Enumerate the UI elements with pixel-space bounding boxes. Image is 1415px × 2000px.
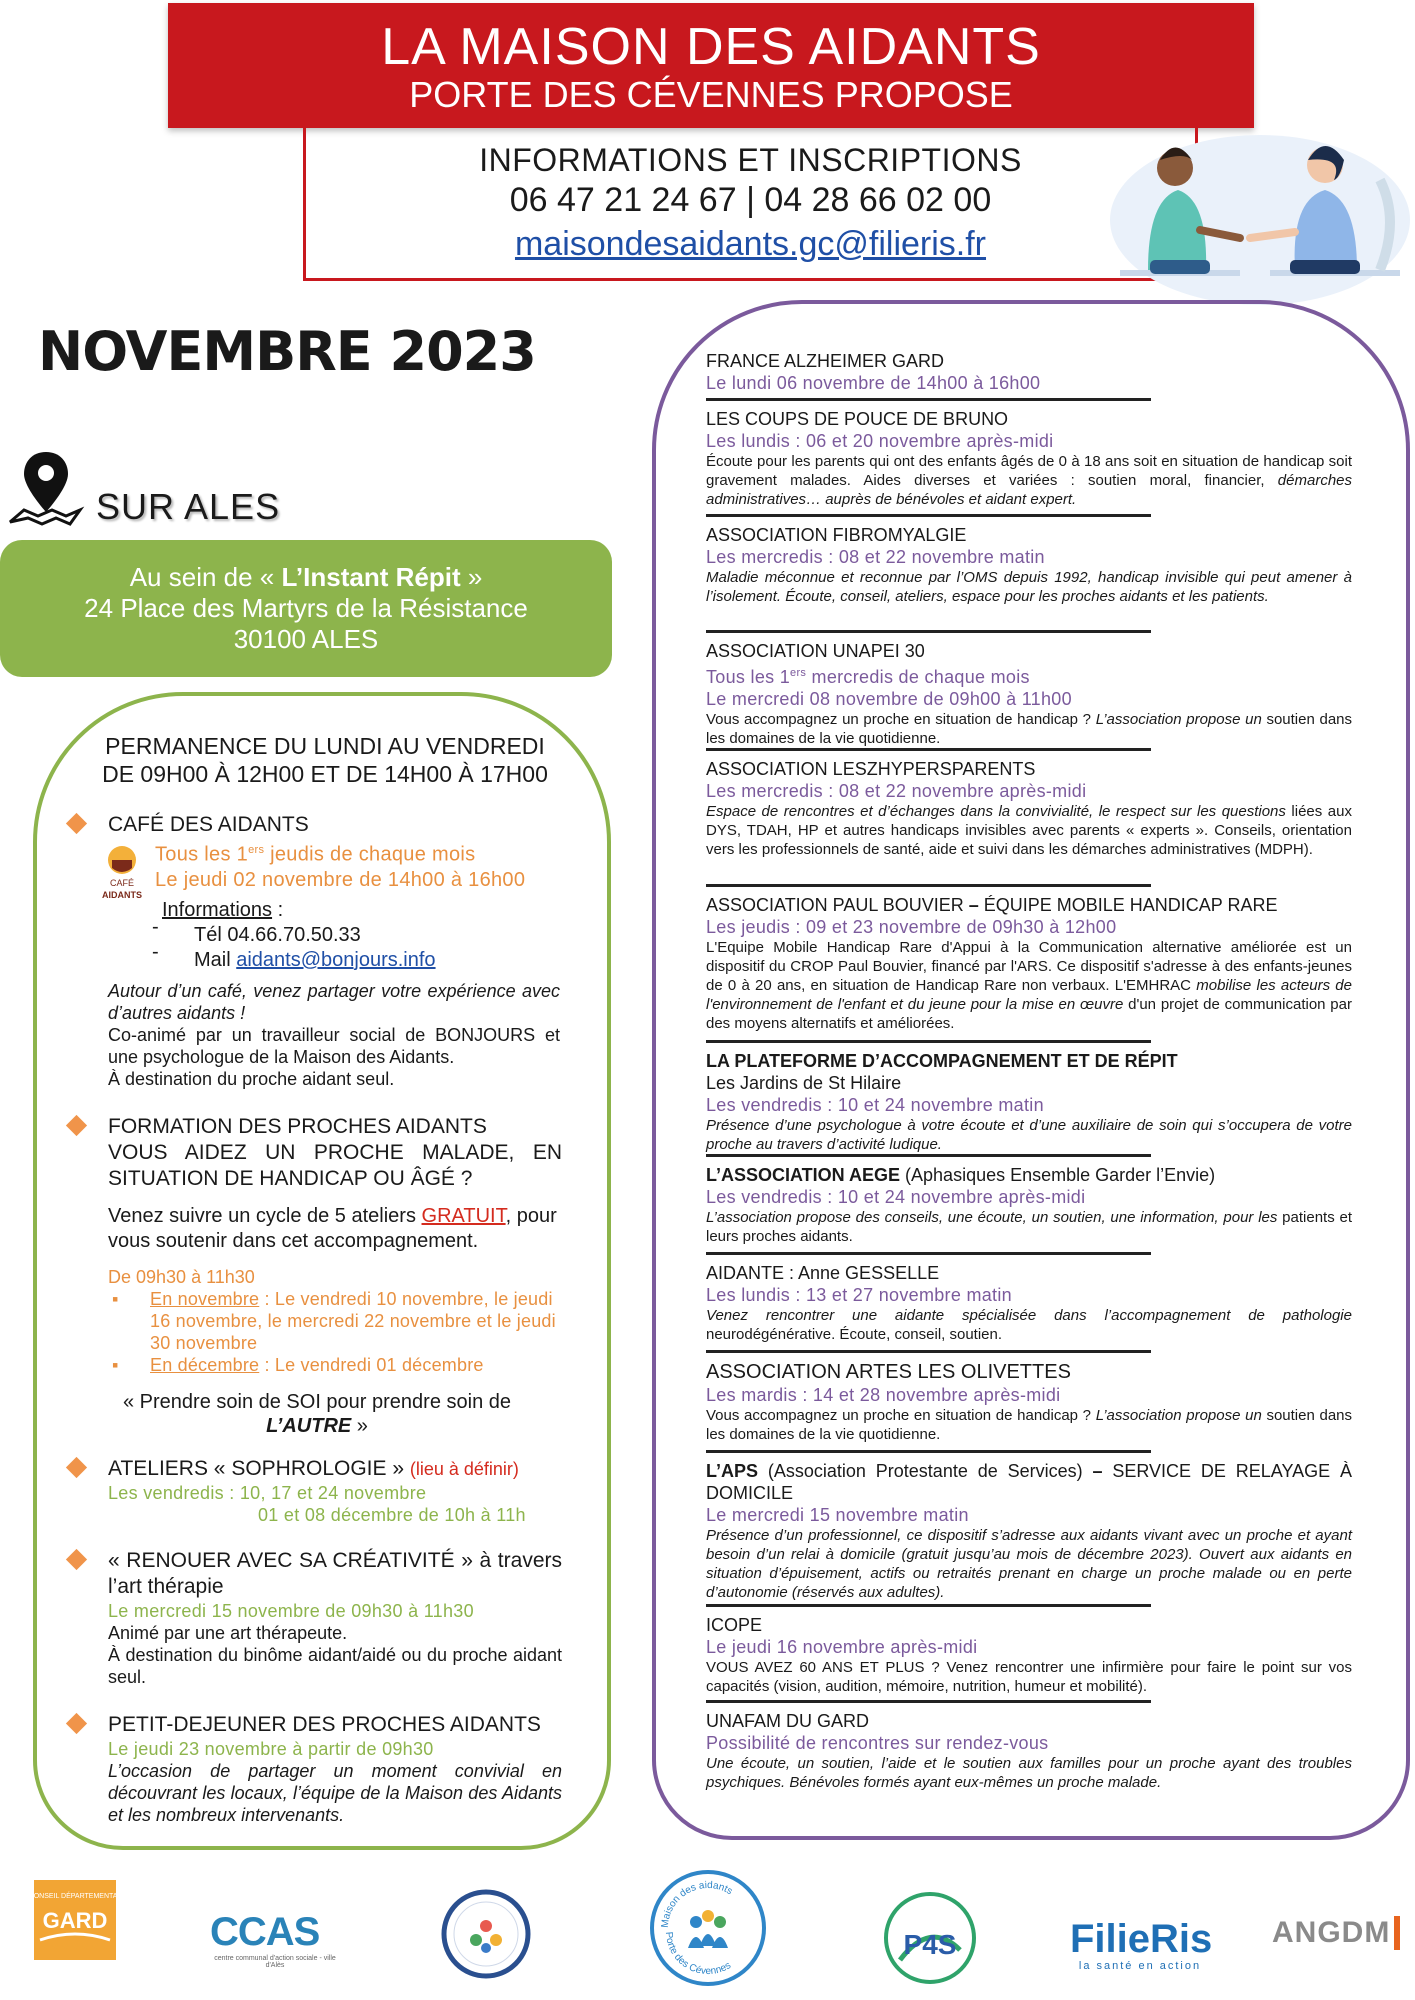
org-desc-text: patients et leurs proches aidants. (706, 1209, 1352, 1245)
org-unapei (706, 640, 1352, 748)
divider-rule (706, 1350, 1151, 1353)
formation-dec-label: En décembre (150, 1355, 260, 1375)
org-plateforme-repit (706, 1050, 1352, 1154)
org-date2: Le mercredi 08 novembre de 09h00 à 11h00 (706, 689, 1072, 709)
org-title-dash: – (1092, 1461, 1103, 1481)
org-title-dash: – (968, 895, 979, 915)
dash-icon: - (152, 916, 159, 938)
org-desc: Maladie méconnue et reconnue par l’OMS depuis 1992, handicap invisible qui peut amener à l’isolement. Écoute, conseil, ateliers, espace pour les proches aidants et les patients. (706, 569, 1352, 605)
org-date: Le jeudi 16 novembre après-midi (706, 1637, 978, 1657)
creativite-desc2: À destination du binôme aidant/aidé ou du proche aidant seul. (108, 1645, 562, 1687)
sophro-date1: Les vendredis : 10, 17 et 24 novembre (108, 1483, 427, 1503)
cafe-title: CAFÉ DES AIDANTS (108, 813, 309, 836)
cafe-date1-pre: Tous les 1 (155, 843, 249, 866)
gard-logo-top: CONSEIL DÉPARTEMENTAL (28, 1893, 122, 1900)
org-fibromyalgie (706, 524, 1352, 606)
maison-logo-ring2: Porte des Cévennes (662, 1931, 733, 1978)
cafe-mail (152, 941, 582, 973)
org-date: Les vendredis : 10 et 24 novembre après-midi (706, 1187, 1086, 1207)
cafe-info-label: Informations (162, 899, 273, 921)
org-desc-text: L'Equipe Mobile Handicap Rare d'Appui à la Communication alternative améliorée est un dispositif du CROP Paul Bouvier, financé par l'ARS. Ce dispositif s'adresse à des enfants-jeunes de 0 à 20 ans, en situation de Handicap Rare non verbaux. L'EMHRAC (706, 939, 1352, 994)
cafe-info-title (162, 898, 582, 923)
creativite-date: Le mercredi 15 novembre de 09h30 à 11h30 (108, 1601, 474, 1621)
divider-rule (706, 884, 1151, 887)
org-title: ASSOCIATION LESZHYPERSPARENTS (706, 759, 1036, 779)
divider-rule (706, 1040, 1151, 1043)
org-desc: VOUS AVEZ 60 ANS ET PLUS ? Venez rencontrer une infirmière pour faire le point sur vos capacités (vision, audition, mémoire, nutrition, humeur et mobilité). (706, 1659, 1352, 1695)
filieris-logo-text: FilieRis (1070, 1917, 1213, 1961)
org-title: FRANCE ALZHEIMER GARD (706, 351, 945, 371)
org-title-text2: ÉQUIPE MOBILE HANDICAP RARE (978, 895, 1278, 915)
org-aege (706, 1164, 1352, 1246)
org-desc (706, 802, 1352, 859)
org-desc: Présence d’une psychologue à votre écoute et d’une auxiliaire de soin qui s’occupera de votre proche au travers d’activité ludique. (706, 1117, 1352, 1153)
org-title-text: ASSOCIATION PAUL BOUVIER (706, 895, 969, 915)
org-date-sup: ers (790, 667, 807, 679)
permanence-line2: DE 09H00 À 12H00 ET DE 14H00 À 17H00 (102, 761, 548, 787)
org-title-bold: L’APS (706, 1461, 759, 1481)
petitdej-title: PETIT-DEJEUNER DES PROCHES AIDANTS (108, 1713, 541, 1736)
org-title: UNAFAM DU GARD (706, 1711, 870, 1731)
org-title (706, 1460, 1352, 1504)
org-title: ASSOCIATION ARTES LES OLIVETTES (706, 1361, 1071, 1383)
org-desc-italic: mobilise les acteurs de l'environnement de l'enfant et du jeune pour la mise en œuvre (706, 977, 1352, 1013)
phone-numbers: 06 47 21 24 67 | 04 28 66 02 00 (509, 181, 992, 219)
org-aidante (706, 1262, 1352, 1344)
org-desc (706, 452, 1352, 509)
section-cafe (72, 812, 562, 838)
section-petit-dejeuner (72, 1712, 562, 1826)
cafe-logo-text2: AIDANTS (102, 890, 142, 900)
formation-time: De 09h30 à 11h30 (108, 1267, 255, 1287)
bullet-square-icon: ▪ (112, 1289, 119, 1309)
cafe-desc3: À destination du proche aidant seul. (108, 1069, 395, 1089)
formation-cycle-pre: Venez suivre un cycle de 5 ateliers (108, 1205, 422, 1227)
org-desc-text: neurodégénérative. Écoute, conseil, soutien. (706, 1326, 1003, 1343)
org-desc (706, 710, 1352, 748)
venue-line (0, 562, 612, 593)
cafe-tel (152, 916, 582, 948)
divider-rule (706, 1252, 1151, 1255)
cafe-date1 (155, 838, 585, 868)
header-subtitle: PORTE DES CÉVENNES PROPOSE (409, 74, 1013, 115)
cafe-info (152, 898, 582, 973)
org-title: LA PLATEFORME D’ACCOMPAGNEMENT ET DE RÉPIT (706, 1051, 1178, 1071)
org-desc-text: Vous accompagnez un proche en situation de handicap ? (706, 1407, 1096, 1424)
divider-rule (706, 1604, 1151, 1607)
cafe-mail-link[interactable]: aidants@bonjours.info (236, 949, 436, 971)
org-title-text2: SERVICE DE RELAYAGE À DOMICILE (706, 1461, 1352, 1503)
petitdej-desc: L’occasion de partager un moment convivial en découvrant les locaux, l’équipe de la Maison des Aidants et les nombreux intervenants. (108, 1761, 562, 1825)
section-formation (72, 1114, 562, 1438)
org-desc-text2: soutien dans les domaines de la vie quotidienne. (706, 711, 1353, 747)
petitdej-date: Le jeudi 23 novembre à partir de 09h30 (108, 1739, 434, 1759)
formation-cycle (72, 1204, 562, 1254)
map-pin-icon (6, 448, 86, 528)
org-paul-bouvier (706, 894, 1352, 1033)
ccas-logo-subtitle: centre communal d'action sociale - ville d'Alès (214, 1955, 336, 1969)
sophro-place: (lieu à définir) (409, 1459, 519, 1479)
org-artes (706, 1360, 1352, 1444)
divider-rule (706, 1450, 1151, 1453)
filieris-logo (1070, 1917, 1213, 1972)
org-title: AIDANTE : Anne GESSELLE (706, 1263, 940, 1283)
formation-december (72, 1354, 562, 1376)
org-date: Les mardis : 14 et 28 novembre après-midi (706, 1385, 1061, 1405)
city-label: SUR ALES (96, 486, 281, 527)
formation-title2: VOUS AIDEZ UN PROCHE MALADE, EN SITUATION DE HANDICAP OU ÂGÉ ? (108, 1141, 562, 1190)
creativite-desc1: Animé par une art thérapeute. (108, 1623, 348, 1643)
cafe-dates (155, 838, 585, 893)
cafe-desc1: Autour d’un café, venez partager votre expérience avec d’autres aidants ! (108, 981, 560, 1023)
month-title: NOVEMBRE 2023 (38, 320, 536, 383)
org-desc: Une écoute, un soutien, l’aide et le soutien aux familles pour un proche ayant des troubles psychiques. Bénévoles formés ayant eux-mêmes un proche malade. (706, 1755, 1352, 1791)
org-title-bold: L’ASSOCIATION AEGE (706, 1165, 901, 1185)
org-date (706, 662, 1352, 688)
org-desc-italic: Venez rencontrer une aidante spécialisée dans l’accompagnement de pathologie (706, 1307, 1352, 1324)
creativite-title: « RENOUER AVEC SA CRÉATIVITÉ » à travers l’art thérapie (108, 1549, 562, 1598)
filieris-logo-subtitle: la santé en action (1078, 1960, 1202, 1972)
formation-quote-end: » (351, 1415, 368, 1437)
org-desc-italic: démarches administratives… auprès de bénévoles et aidant expert. (706, 472, 1352, 508)
org-desc (706, 938, 1352, 1033)
p4s-logo-text: P4S (903, 1929, 957, 1960)
address-city: 30100 ALES (233, 624, 379, 654)
org-desc: Présence d’un professionnel, ce dispositif s’adresse aux aidants vivant avec un proche et ayant besoin d’un relai à domicile (gratuit jusqu’au mois de décembre 2023). Ouvert aux aidants en situation d’épuisement, actifs ou retraités prenant en charge un proche malade ou en perte d’autonomie (réservés aux adultes). (706, 1527, 1352, 1601)
org-leszhyperparents (706, 758, 1352, 859)
divider-rule (706, 398, 1151, 401)
cafe-date2: Le jeudi 02 novembre de 14h00 à 16h00 (155, 868, 526, 891)
org-title: LES COUPS DE POUCE DE BRUNO (706, 409, 1009, 429)
org-date: Les lundis : 13 et 27 novembre matin (706, 1285, 1012, 1305)
org-desc (706, 1208, 1352, 1246)
venue-suffix: » (460, 562, 483, 592)
org-date: Les mercredis : 08 et 22 novembre après-midi (706, 781, 1087, 801)
org-desc-italic: Espace de rencontres et d’échanges dans la convivialité, le respect sur les questions (706, 803, 1286, 820)
p4s-logo (882, 1890, 978, 1986)
org-date: Les jeudis : 09 et 23 novembre de 09h30 à 12h00 (706, 917, 1117, 937)
gard-logo (28, 1880, 122, 1960)
org-date: Possibilité de rencontres sur rendez-vous (706, 1733, 1049, 1753)
org-desc-italic: L’association propose un (1095, 711, 1262, 728)
org-title-text: (Aphasiques Ensemble Garder l’Envie) (900, 1165, 1216, 1185)
divider-rule (706, 630, 1151, 633)
sophro-date2: 01 et 08 décembre de 10h à 11h (258, 1505, 526, 1525)
header-title: LA MAISON DES AIDANTS (381, 18, 1041, 76)
permanence-hours (60, 732, 590, 788)
formation-november (72, 1288, 562, 1354)
cafe-logo-text1: CAFÉ (109, 878, 135, 888)
formation-title1: FORMATION DES PROCHES AIDANTS (108, 1115, 487, 1138)
org-title: ASSOCIATION UNAPEI 30 (706, 641, 925, 661)
formation-quote-bold: L’AUTRE (266, 1415, 352, 1437)
cafe-mail-label: Mail (194, 949, 237, 971)
gard-logo-text: GARD (42, 1908, 108, 1933)
cafe-description (108, 980, 560, 1090)
cafe-info-colon: : (272, 899, 284, 921)
angdm-logo (1272, 1916, 1391, 1986)
org-date: Les lundis : 06 et 20 novembre après-midi (706, 431, 1054, 451)
cafe-tel-text: Tél 04.66.70.50.33 (194, 924, 361, 946)
info-label: INFORMATIONS ET INSCRIPTIONS (479, 142, 1022, 178)
org-subtitle: Les Jardins de St Hilaire (706, 1073, 902, 1093)
org-title: ICOPE (706, 1615, 763, 1635)
formation-nov-text: : Le vendredi 10 novembre, le jeudi 16 novembre, le mercredi 22 novembre et le jeudi 30 novembre (150, 1289, 556, 1353)
cafe-desc2: Co-animé par un travailleur social de BONJOURS et une psychologue de la Maison des Aidants. (108, 1025, 560, 1067)
org-title (706, 894, 1352, 916)
org-icope (706, 1614, 1352, 1696)
maison-des-aidants-logo (648, 1868, 768, 1988)
header-banner (168, 3, 1254, 128)
formation-quote (72, 1390, 562, 1438)
divider-rule (706, 1154, 1151, 1157)
formation-quote1: « Prendre soin de SOI pour prendre soin de (122, 1391, 512, 1413)
org-title-text: (Association Protestante de Services) (758, 1461, 1093, 1481)
cafe-date1-post: jeudis de chaque mois (264, 843, 476, 866)
section-creativite (72, 1548, 562, 1688)
divider-rule (706, 1700, 1151, 1703)
divider-rule (706, 514, 1151, 517)
org-coups-de-pouce (706, 408, 1352, 509)
org-desc-text: Écoute pour les parents qui ont des enfants âgés de 0 à 18 ans soit en situation de handicap soit gravement malades. Aides diverses et variées : soutien moral, financier, (706, 453, 1352, 489)
org-date-pre: Tous les 1 (706, 667, 791, 687)
org-date-post: mercredis de chaque mois (806, 667, 1030, 687)
ccas-logo (210, 1910, 340, 1969)
formation-nov-label: En novembre (150, 1289, 260, 1309)
conference-financeurs-logo (440, 1888, 532, 1980)
org-title (706, 1164, 1352, 1186)
bullet-square-icon: ▪ (112, 1355, 119, 1375)
dash-icon: - (152, 941, 159, 963)
org-desc-text2: soutien dans les domaines de la vie quotidienne. (706, 1407, 1353, 1443)
org-desc-text: liées aux DYS, TDAH, HP et autres handicaps invisibles avec parents « experts ». Conseils, orientation vers les professionnels de santé, aide et suivi dans les démarches administratives (MDPH). (706, 803, 1352, 858)
org-title: ASSOCIATION FIBROMYALGIE (706, 525, 967, 545)
ccas-logo-text: CCAS (210, 1910, 320, 1954)
venue-name: L’Instant Répit (281, 562, 461, 592)
angdm-logo-text: ANGDM (1272, 1916, 1400, 1950)
venue-prefix: Au sein de « (129, 562, 282, 592)
org-aps (706, 1460, 1352, 1602)
contact-email-link[interactable]: maisondesaidants.gc@filieris.fr (514, 225, 987, 263)
address-street: 24 Place des Martyrs de la Résistance (84, 593, 528, 623)
formation-title (72, 1114, 562, 1192)
org-date: Le lundi 06 novembre de 14h00 à 16h00 (706, 373, 1041, 393)
org-desc (706, 1306, 1352, 1344)
cafe-date1-sup: ers (248, 844, 265, 856)
maison-logo-ring1: Maison des aidants (659, 1879, 735, 1929)
formation-free-label: GRATUIT (421, 1205, 506, 1227)
org-france-alzheimer (706, 350, 1352, 394)
formation-cycle-post: , pour vous soutenir dans cet accompagnement. (108, 1205, 557, 1252)
org-unafam (706, 1710, 1352, 1792)
org-desc-text: Vous accompagnez un proche en situation de handicap ? (706, 711, 1096, 728)
divider-rule (706, 748, 1151, 751)
org-desc-italic: L’association propose des conseils, une écoute, un soutien, une information, pour les (706, 1209, 1278, 1226)
sophro-title-text: ATELIERS « SOPHROLOGIE » (108, 1457, 410, 1480)
address-box (0, 540, 612, 677)
contact-box (303, 128, 1198, 281)
section-sophrologie (72, 1456, 562, 1526)
org-date: Les mercredis : 08 et 22 novembre matin (706, 547, 1045, 567)
permanence-line1: PERMANENCE DU LUNDI AU VENDREDI (105, 733, 545, 759)
org-desc (706, 1406, 1352, 1444)
sophro-title (72, 1456, 562, 1482)
org-date: Les vendredis : 10 et 24 novembre matin (706, 1095, 1044, 1115)
org-date: Le mercredi 15 novembre matin (706, 1505, 969, 1525)
caregivers-illustration (1090, 120, 1410, 305)
org-desc-text2: d'un projet de communication par des moyens alternatifs et améliorées. (706, 996, 1352, 1032)
formation-dec-text: : Le vendredi 01 décembre (259, 1355, 484, 1375)
org-desc-italic: L’association propose un (1095, 1407, 1262, 1424)
cafe-aidants-logo (96, 842, 148, 912)
